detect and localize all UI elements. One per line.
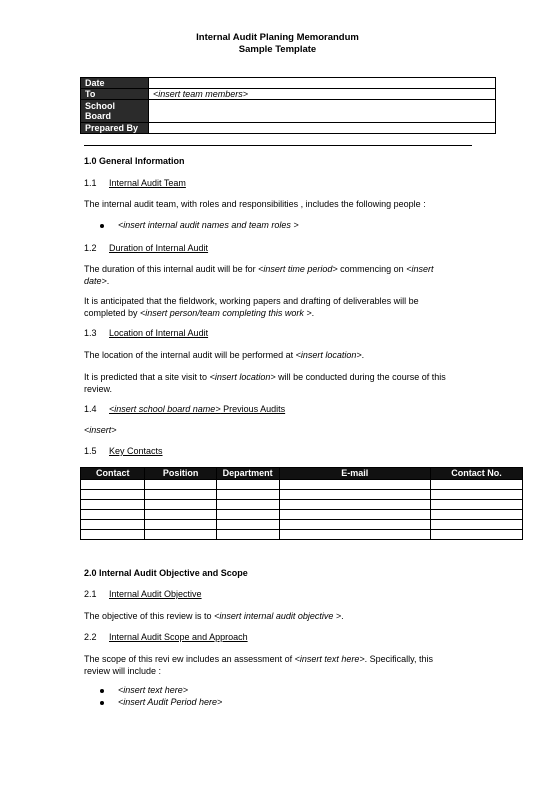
section-1-1-title: Internal Audit Team	[109, 178, 186, 188]
section-2-heading: 2.0 Internal Audit Objective and Scope	[84, 568, 248, 578]
placeholder-text: <insert time period>	[258, 264, 338, 274]
table-cell[interactable]	[279, 480, 431, 490]
table-cell[interactable]	[216, 510, 279, 520]
placeholder-text: <insert location>	[209, 372, 276, 382]
section-1-3-number: 1.3	[84, 328, 97, 338]
section-1-3-paragraph-2	[84, 371, 454, 395]
table-cell[interactable]	[279, 510, 431, 520]
text-run: .	[341, 611, 344, 621]
date-label: Date	[81, 78, 149, 89]
column-header: Position	[145, 468, 216, 480]
table-row	[81, 530, 523, 540]
section-1-3-title: Location of Internal Audit	[109, 328, 209, 338]
column-header: Contact No.	[431, 468, 523, 480]
section-1-5-number: 1.5	[84, 446, 97, 456]
school-board-label-line1: School	[85, 101, 116, 111]
table-cell[interactable]	[216, 490, 279, 500]
table-header-row	[81, 468, 523, 480]
text-run: The scope of this revi ew includes an assessment of	[84, 654, 295, 664]
section-1-3-paragraph-1	[84, 349, 454, 361]
table-row	[81, 520, 523, 530]
section-1-1-bullet	[100, 220, 299, 231]
placeholder-text: <insert internal audit objective >	[214, 611, 342, 621]
section-1-1-bullet-text: <insert internal audit names and team roles >	[118, 220, 299, 230]
table-cell[interactable]	[145, 530, 216, 540]
section-2-2-title: Internal Audit Scope and Approach	[109, 632, 248, 642]
section-2-2-number: 2.2	[84, 632, 97, 642]
table-cell[interactable]	[145, 490, 216, 500]
text-run: will be conducted during the course of this review.	[84, 372, 446, 394]
section-1-4-number: 1.4	[84, 404, 97, 414]
text-run: The duration of this internal audit will be for	[84, 264, 259, 274]
text-run: .	[311, 308, 315, 318]
prepared-by-value[interactable]	[149, 123, 496, 134]
table-body	[81, 480, 523, 540]
section-2-2-bullet-2	[100, 697, 222, 708]
table-cell[interactable]	[431, 490, 523, 500]
table-cell[interactable]	[81, 510, 145, 520]
table-cell[interactable]	[216, 480, 279, 490]
table-row	[81, 480, 523, 490]
table-cell[interactable]	[81, 500, 145, 510]
bullet-icon	[100, 689, 104, 693]
placeholder-text: <insert school board name>	[109, 404, 221, 414]
section-2-1-paragraph	[84, 610, 454, 622]
table-cell[interactable]	[216, 530, 279, 540]
column-header: Department	[216, 468, 279, 480]
section-1-2-paragraph-1	[84, 263, 454, 287]
text-run: The location of the internal audit will be performed at	[84, 350, 296, 360]
text-run: commencing on	[337, 264, 407, 274]
date-value[interactable]	[149, 78, 496, 89]
school-board-label	[81, 100, 149, 123]
bullet-text: <insert Audit Period here>	[118, 697, 223, 707]
memo-header-table	[80, 77, 496, 134]
text-run: Previous Audits	[220, 404, 286, 414]
text-run: It is predicted that a site visit to	[84, 372, 210, 382]
placeholder-text: <insert date>	[84, 264, 434, 286]
table-cell[interactable]	[279, 530, 431, 540]
column-header: Contact	[81, 468, 145, 480]
to-label: To	[81, 89, 149, 100]
section-2-1-number: 2.1	[84, 589, 97, 599]
table-cell[interactable]	[145, 500, 216, 510]
table-row	[81, 500, 523, 510]
text-run: .	[106, 276, 110, 286]
placeholder-text: <insert>	[84, 425, 117, 435]
table-row	[81, 510, 523, 520]
section-1-4-title	[109, 404, 285, 415]
table-cell[interactable]	[81, 490, 145, 500]
table-cell[interactable]	[216, 500, 279, 510]
to-value[interactable]: <insert team members>	[149, 89, 496, 100]
section-1-2-paragraph-2	[84, 295, 454, 319]
header-divider	[84, 145, 472, 146]
section-1-1-number: 1.1	[84, 178, 97, 188]
table-cell[interactable]	[279, 500, 431, 510]
table-cell[interactable]	[431, 480, 523, 490]
text-run: It is anticipated that the fieldwork, working papers and drafting of deliverables will be completed by	[84, 296, 419, 318]
section-1-5-title: Key Contacts	[109, 446, 163, 456]
table-cell[interactable]	[431, 530, 523, 540]
section-1-4-text	[84, 425, 117, 436]
table-cell[interactable]	[216, 520, 279, 530]
section-2-2-bullet-1	[100, 685, 188, 696]
table-cell[interactable]	[145, 520, 216, 530]
document-title: Internal Audit Planing Memorandum	[196, 32, 359, 43]
school-board-value[interactable]	[149, 100, 496, 123]
bullet-icon	[100, 224, 104, 228]
table-cell[interactable]	[431, 520, 523, 530]
placeholder-text: <insert person/team completing this work >	[140, 308, 312, 318]
table-cell[interactable]	[145, 510, 216, 520]
section-2-1-title: Internal Audit Objective	[109, 589, 202, 599]
placeholder-text: <insert location>	[295, 350, 362, 360]
text-run: .	[361, 350, 365, 360]
text-run: The objective of this review is to	[84, 611, 215, 621]
text-run: . Specifically, this review will include :	[84, 654, 434, 676]
bullet-text: <insert text here>	[118, 685, 189, 695]
school-board-label-line2: Board	[85, 111, 112, 121]
section-1-heading: 1.0 General Information	[84, 156, 185, 166]
table-cell[interactable]	[81, 520, 145, 530]
table-cell[interactable]	[81, 530, 145, 540]
table-cell[interactable]	[279, 490, 431, 500]
bullet-icon	[100, 701, 104, 705]
prepared-by-label: Prepared By	[81, 123, 149, 134]
table-row	[81, 490, 523, 500]
document-subtitle: Sample Template	[238, 44, 317, 55]
section-2-2-paragraph	[84, 653, 454, 677]
column-header: E-mail	[279, 468, 431, 480]
section-1-2-title: Duration of Internal Audit	[109, 243, 209, 253]
table-cell[interactable]	[81, 480, 145, 490]
table-cell[interactable]	[279, 520, 431, 530]
table-cell[interactable]	[431, 510, 523, 520]
placeholder-text: <insert text here>	[294, 654, 365, 664]
table-cell[interactable]	[145, 480, 216, 490]
key-contacts-table	[80, 467, 523, 540]
table-cell[interactable]	[431, 500, 523, 510]
section-1-1-text: The internal audit team, with roles and responsibilities , includes the following people :	[84, 199, 426, 209]
section-1-2-number: 1.2	[84, 243, 97, 253]
